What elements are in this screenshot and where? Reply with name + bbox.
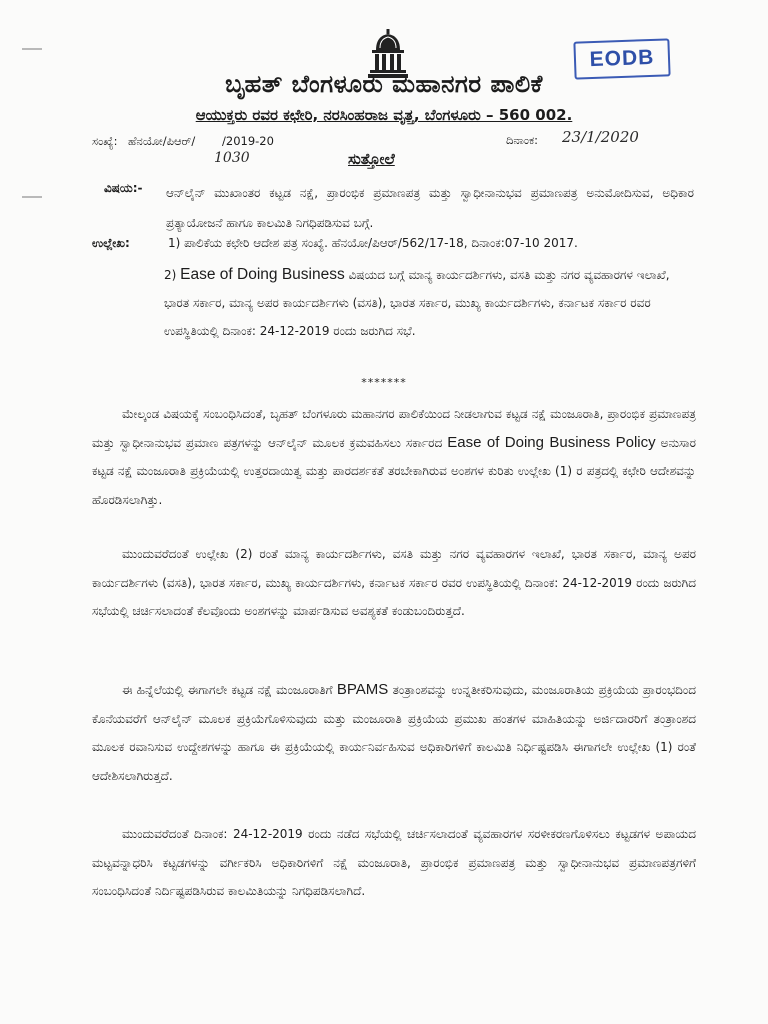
reference-item-2-text: ವಿಷಯದ ಬಗ್ಗೆ ಮಾನ್ಯ ಕಾರ್ಯದರ್ಶಿಗಳು, ವಸತಿ ಮತ್ತು ನಗರ ವ್ಯವಹಾರಗಳ ಇಲಾಖೆ, ಭಾರತ ಸರ್ಕಾರ, ಮಾನ್ಯ ಅಪರ ಕಾರ್ಯದರ್ಶಿಗಳು (ವಸತಿ), ಭಾರತ ಸರ್ಕಾರ, ಮುಖ್ಯ ಕಾರ್ಯದರ್ಶಿಗಳು, ಕರ್ನಾಟಕ ಸರ್ಕಾರ ರವರ ಉಪಸ್ಥಿತಿಯಲ್ಲಿ ದಿನಾಂಕ: 24-12-2019 ರಂದು ಜರುಗಿದ ಸಭೆ. [164,268,670,338]
reference-number-value: ಹೆನಯೋ/ಪಿಆರ್/ [128,134,196,148]
reference-item-1: 1) ಪಾಲಿಕೆಯ ಕಛೇರಿ ಆದೇಶ ಪತ್ರ ಸಂಖ್ಯೆ. ಹೆನಯೋ/ಪಿಆರ್/562/17-18, ದಿನಾಂಕ:07-10 2017. [168,236,578,250]
paragraph-4: ಮುಂದುವರೆದಂತೆ ದಿನಾಂಕ: 24-12-2019 ರಂದು ನಡೆದ ಸಭೆಯಲ್ಲಿ ಚರ್ಚಿಸಲಾದಂತೆ ವ್ಯವಹಾರಗಳ ಸರಳೀಕರಣಗೊಳಿಸಲು ಕಟ್ಟಡಗಳ ಅಪಾಯದ ಮಟ್ಟವನ್ನಾಧರಿಸಿ ಕಟ್ಟಡಗಳನ್ನು ವರ್ಗೀಕರಿಸಿ ಅಧಿಕಾರಿಗಳಿಗೆ ನಕ್ಷೆ ಮಂಜೂರಾತಿ, ಪ್ರಾರಂಭಿಕ ಪ್ರಮಾಣಪತ್ರ ಮತ್ತು ಸ್ವಾಧೀನಾನುಭವ ಪ್ರಮಾಣಪತ್ರಗಳಿಗೆ ಸಂಬಂಧಿಸಿದಂತೆ ನಿರ್ದಿಷ್ಟಪಡಿಸಿರುವ ಕಾಲಮಿತಿಯನ್ನು ನಿಗಧಿಪಡಿಸಲಾಗಿದೆ. [92,827,696,898]
handwritten-number: 1030 [214,150,250,166]
reference-number-label: ಸಂಖ್ಯೆ: [92,134,118,148]
references-label: ಉಲ್ಲೇಖ: [92,236,130,250]
paragraph-3-bpams: BPAMS [336,681,389,698]
paragraph-3-text-a: ಈ ಹಿನ್ನೆಲೆಯಲ್ಲಿ ಈಗಾಗಲೇ ಕಟ್ಟಡ ನಕ್ಷೆ ಮಂಜೂರಾತಿಗೆ [122,683,337,697]
subject-label: ವಿಷಯ:- [104,181,143,195]
reference-item-2-eodb: Ease of Doing Business [180,266,345,283]
paragraph-1-eodb-policy: Ease of Doing Business Policy [447,433,656,451]
office-address: ಆಯುಕ್ತರು ರವರ ಕಛೇರಿ, ನರಸಿಂಹರಾಜ ವೃತ್ತ, ಬೆಂಗಳೂರು – 560 002. [195,106,573,124]
document-title: ಸುತ್ತೋಲೆ [348,150,395,168]
paragraph-1-text-a: ಮೇಲ್ಕಂಡ ವಿಷಯಕ್ಕೆ ಸಂಬಂಧಿಸಿದಂತೆ, ಬೃಹತ್ ಬೆಂಗಳೂರು ಮಹಾನಗರ ಪಾಲಿಕೆಯಿಂದ ನೀಡಲಾಗುವ ಕಟ್ಟಡ ನಕ್ಷೆ ಮಂಜೂರಾತಿ, ಪ್ರಾರಂಭಿಕ ಪ್ರಮಾಣಪತ್ರ ಮತ್ತು ಸ್ವಾಧೀನಾನುಭವ ಪ್ರಮಾಣ ಪತ್ರಗಳನ್ನು ಆನ್‌ಲೈನ್ ಮೂಲಕ ಕ್ರಮವಹಿಸಲು ಸರ್ಕಾರದ [92,407,696,450]
date-label: ದಿನಾಂಕ: [506,133,539,147]
eodb-stamp: EODB [573,38,670,79]
margin-mark [22,48,42,50]
paragraph-3-text-b: ತಂತ್ರಾಂಶವನ್ನು ಉನ್ನತೀಕರಿಸುವುದು, ಮಂಜೂರಾತಿಯ ಪ್ರಕ್ರಿಯೆಯ ಪ್ರಾರಂಭದಿಂದ ಕೊನೆಯವರೆಗೆ ಆನ್‌ಲೈನ್ ಮೂಲಕ ಪ್ರಕ್ರಿಯೆಗೊಳಿಸುವುದು ಮತ್ತು ಮಂಜೂರಾತಿ ಪ್ರಕ್ರಿಯೆಯ ಪ್ರಮುಖ ಹಂತಗಳ ಮಾಹಿತಿಯನ್ನು ಅರ್ಜಿದಾರರಿಗೆ ತಂತ್ರಾಂಶದ ಮೂಲಕ ರವಾನಿಸುವ ಉದ್ದೇಶಗಳನ್ನು ಹಾಗೂ ಈ ಪ್ರಕ್ರಿಯೆಯಲ್ಲಿ ಕಾರ್ಯನಿರ್ವಹಿಸುವ ಅಧಿಕಾರಿಗಳಿಗೆ ಕಾಲಮಿತಿ ನಿರ್ಧಿಷ್ಟಪಡಿಸಿ ಈಗಾಗಲೇ ಉಲ್ಲೇಖ (1) ರಂತೆ ಆದೇಶಿಸಲಾಗಿರುತ್ತದೆ. [92,683,697,783]
paragraph-1-text-b: ಅನುಸಾರ ಕಟ್ಟಡ ನಕ್ಷೆ ಮಂಜೂರಾತಿ ಪ್ರಕ್ರಿಯೆಯಲ್ಲಿ ಉತ್ತರದಾಯಿತ್ವ ಮತ್ತು ಪಾರದರ್ಶಕತೆ ತರಬೇಕಾಗಿರುವ ಅಂಶಗಳ ಕುರಿತು ಉಲ್ಲೇಖ (1) ರ ಪತ್ರದಲ್ಲಿ ಕಛೇರಿ ಆದೇಶವನ್ನು ಹೊರಡಿಸಲಾಗಿತ್ತು. [92,435,696,507]
reference-year: /2019-20 [222,134,274,148]
subject-text: ಆನ್‌ಲೈನ್ ಮುಖಾಂತರ ಕಟ್ಟಡ ನಕ್ಷೆ, ಪ್ರಾರಂಭಿಕ ಪ್ರಮಾಣಪತ್ರ ಮತ್ತು ಸ್ವಾಧೀನಾನುಭವ ಪ್ರಮಾಣಪತ್ರ ಅನುಮೋದಿಸುವ, ಅಧಿಕಾರ ಪ್ರತ್ಯಾಯೋಜನೆ ಹಾಗೂ ಕಾಲಮಿತಿ ನಿಗಧಿಪಡಿಸುವ ಬಗ್ಗೆ. [166,186,694,230]
margin-mark [22,196,42,198]
reference-item-2 [164,261,696,345]
organization-name: ಬೃಹತ್ ಬೆಂಗಳೂರು ಮಹಾನಗರ ಪಾಲಿಕೆ [225,70,543,98]
paragraph-3 [92,676,696,790]
paragraph-2: ಮುಂದುವರೆದಂತೆ ಉಲ್ಲೇಖ (2) ರಂತೆ ಮಾನ್ಯ ಕಾರ್ಯದರ್ಶಿಗಳು, ವಸತಿ ಮತ್ತು ನಗರ ವ್ಯವಹಾರಗಳ ಇಲಾಖೆ, ಭಾರತ ಸರ್ಕಾರ, ಮಾನ್ಯ ಅಪರ ಕಾರ್ಯದರ್ಶಿಗಳು (ವಸತಿ), ಭಾರತ ಸರ್ಕಾರ, ಮುಖ್ಯ ಕಾರ್ಯದರ್ಶಿಗಳು, ಕರ್ನಾಟಕ ಸರ್ಕಾರ ರವರ ಉಪಸ್ಥಿತಿಯಲ್ಲಿ ದಿನಾಂಕ: 24-12-2019 ರಂದು ಜರುಗಿದ ಸಭೆಯಲ್ಲಿ ಚರ್ಚಿಸಲಾದಂತೆ ಕೆಲವೊಂದು ಅಂಶಗಳನ್ನು ಮಾರ್ಪಡಿಸುವ ಅವಶ್ಯಕತೆ ಕಂಡುಬಂದಿರುತ್ತದೆ. [92,547,696,618]
paragraph-1 [92,400,696,514]
separator: ******* [361,376,407,389]
reference-item-2-number: 2) [164,268,177,282]
handwritten-date: 23/1/2020 [562,128,639,146]
